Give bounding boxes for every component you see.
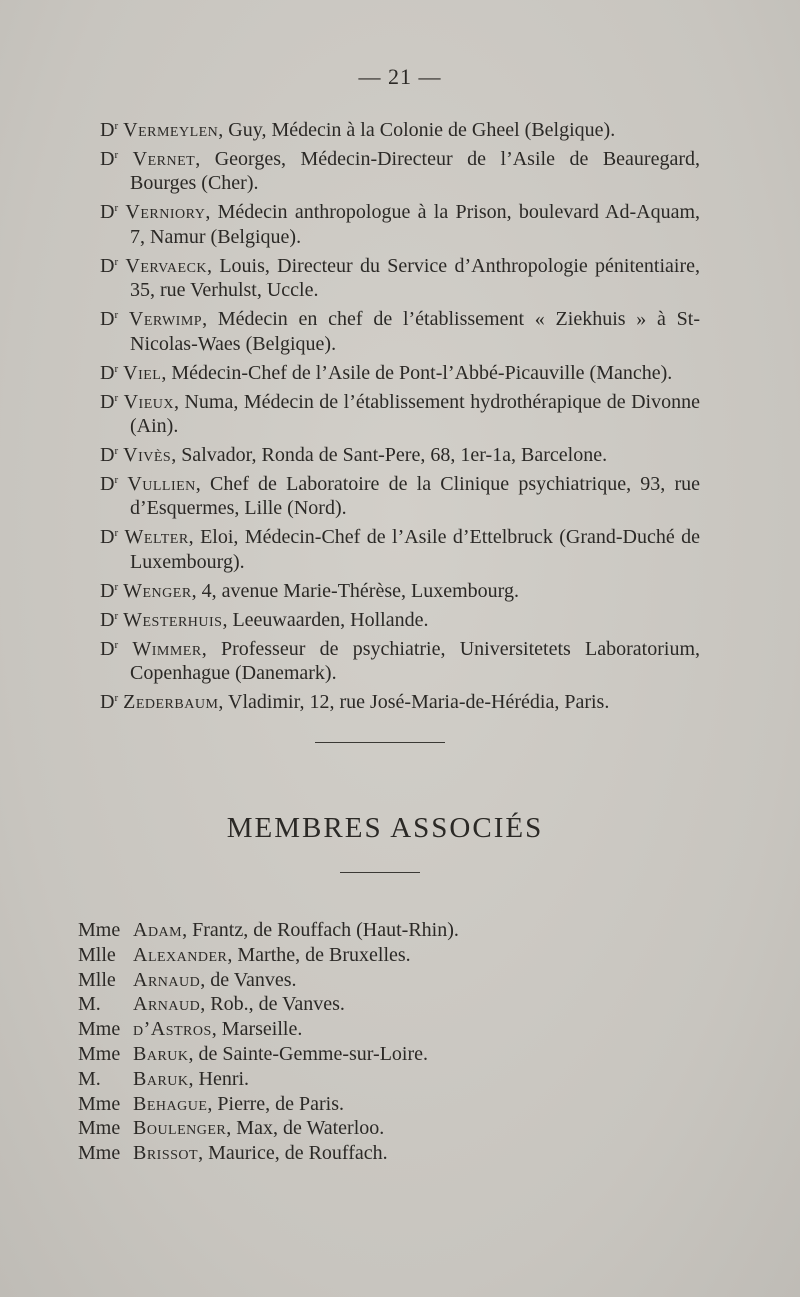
member-entry [100, 196, 700, 249]
associate-title: Mme [78, 1142, 121, 1165]
member-name: Westerhuis [123, 608, 223, 631]
associate-title: Mme [78, 1117, 121, 1140]
member-entry [100, 386, 700, 439]
member-entry [100, 357, 700, 385]
entry-title: $D^r$ [100, 637, 119, 660]
entry-title: $D^r$ [100, 148, 119, 170]
member-details: , Guy, Médecin à la Colonie de Gheel (Belgique). [218, 119, 616, 141]
entry-title: $D^r$ [100, 526, 119, 549]
associate-details: , Frantz, de Rouffach (Haut-Rhin). [182, 919, 459, 941]
member-name: Wimmer [132, 637, 202, 660]
associate-title: Mme [78, 1042, 121, 1065]
associate-title: M. [78, 993, 101, 1016]
member-entry [100, 114, 700, 142]
member-name: Welter [124, 526, 189, 549]
entry-title: $D^r$ [100, 254, 119, 277]
member-name: Vieux [123, 390, 174, 413]
member-name: Verwimp [128, 308, 203, 331]
section-title: MEMBRES ASSOCIÉS [226, 812, 544, 844]
member-entry [100, 303, 700, 356]
entry-title: $D^r$ [100, 473, 119, 496]
associate-title: Mlle [78, 968, 116, 991]
member-details: , Médecin en chef de l’établissement « Ziekhuis » à St-Nicolas-Waes (Belgique). [130, 308, 701, 355]
associate-details: , Max, de Waterloo. [226, 1117, 385, 1140]
member-details: , 4, avenue Marie-Thérèse, Luxembourg. [191, 579, 519, 602]
entry-title: $D^r$ [100, 361, 119, 384]
member-entry [100, 604, 700, 632]
associate-entry [78, 1116, 638, 1141]
associate-entry [78, 968, 638, 993]
page-number: — 21 — [358, 64, 442, 89]
entry-title: $D^r$ [100, 579, 119, 602]
associate-entry [78, 1092, 638, 1117]
member-name: Vivès [123, 444, 172, 467]
member-details: , Louis, Directeur du Service d’Anthropologie pénitentiaire, 35, rue Verhulst, Uccle. [130, 254, 701, 302]
associate-details: , Rob., de Vanves. [200, 993, 345, 1016]
member-entry [100, 686, 700, 714]
member-name: Vermeylen [123, 119, 219, 141]
member-name: Zederbaum [123, 691, 219, 714]
associate-name: Brissot [133, 1142, 199, 1165]
associate-entry [78, 1141, 638, 1166]
member-details: , Médecin anthropologue à la Prison, boulevard Ad-Aquam, 7, Namur (Belgique). [130, 201, 701, 248]
member-entry [100, 633, 700, 686]
associate-name: d’Astros [133, 1018, 212, 1041]
member-details: , Numa, Médecin de l’établissement hydrothérapique de Divonne (Ain). [130, 390, 700, 438]
section-divider [315, 742, 445, 743]
section-divider [340, 872, 420, 873]
associate-details: , Marseille. [211, 1018, 303, 1041]
entry-title: $D^r$ [100, 390, 119, 413]
associate-details: , Maurice, de Rouffach. [198, 1142, 388, 1165]
member-details: , Salvador, Ronda de Sant-Pere, 68, 1er-1a, Barcelone. [171, 444, 608, 467]
entry-title: $D^r$ [100, 444, 119, 467]
entry-title: $D^r$ [100, 608, 119, 631]
associate-details: , de Sainte-Gemme-sur-Loire. [188, 1042, 429, 1065]
associate-title: Mme [78, 919, 121, 941]
associate-name: Alexander [133, 943, 228, 966]
member-entry [100, 439, 700, 467]
entry-title: $D^r$ [100, 691, 119, 714]
associate-title: Mme [78, 1092, 121, 1115]
associate-title: Mlle [78, 943, 116, 966]
member-details: , Georges, Médecin-Directeur de l’Asile de Beauregard, Bourges (Cher). [130, 148, 701, 195]
member-name: Vernet [132, 148, 196, 170]
member-entry [100, 250, 700, 303]
member-details: , Leeuwaarden, Hollande. [222, 608, 429, 631]
entry-title: $D^r$ [100, 119, 119, 141]
associate-entry [78, 918, 638, 943]
member-details: , Chef de Laboratoire de la Clinique psychiatrique, 93, rue d’Esquermes, Lille (Nord). [130, 473, 700, 520]
associate-entry [78, 992, 638, 1017]
associate-entry [78, 943, 638, 968]
member-details: , Médecin-Chef de l’Asile de Pont-l’Abbé-Picauville (Manche). [161, 361, 673, 384]
associate-details: , Henri. [188, 1067, 250, 1090]
associate-name: Baruk [133, 1042, 189, 1065]
associate-details: , Pierre, de Paris. [207, 1092, 345, 1115]
associate-name: Arnaud [133, 993, 201, 1016]
associate-entry [78, 1042, 638, 1067]
associate-name: Arnaud [133, 968, 201, 991]
entry-title: $D^r$ [100, 308, 119, 331]
member-name: Wenger [123, 579, 192, 602]
member-entry [100, 521, 700, 574]
associate-entry [78, 1017, 638, 1042]
entry-title: $D^r$ [100, 201, 119, 224]
member-name: Verniory [125, 201, 206, 224]
member-name: Vervaeck [125, 254, 208, 277]
associate-name: Adam [133, 919, 183, 941]
associate-details: , Marthe, de Bruxelles. [227, 943, 411, 966]
associate-list [78, 918, 638, 1166]
member-entry [100, 143, 700, 196]
associate-name: Boulenger [133, 1117, 227, 1140]
associate-title: M. [78, 1067, 101, 1090]
member-details: , Vladimir, 12, rue José-Maria-de-Hérédia, Paris. [218, 691, 610, 714]
member-entry [100, 468, 700, 521]
member-list [100, 114, 700, 715]
associate-name: Baruk [133, 1067, 189, 1090]
member-name: Vullien [127, 473, 196, 496]
associate-title: Mme [78, 1018, 121, 1041]
member-name: Viel [123, 361, 162, 384]
member-entry [100, 575, 700, 603]
associate-entry [78, 1067, 638, 1092]
associate-details: , de Vanves. [200, 968, 297, 991]
member-details: , Eloi, Médecin-Chef de l’Asile d’Ettelbruck (Grand-Duché de Luxembourg). [130, 526, 700, 573]
member-details: , Professeur de psychiatrie, Universitetets Laboratorium, Copenhague (Danemark). [130, 637, 701, 685]
associate-name: Behague [133, 1092, 208, 1115]
